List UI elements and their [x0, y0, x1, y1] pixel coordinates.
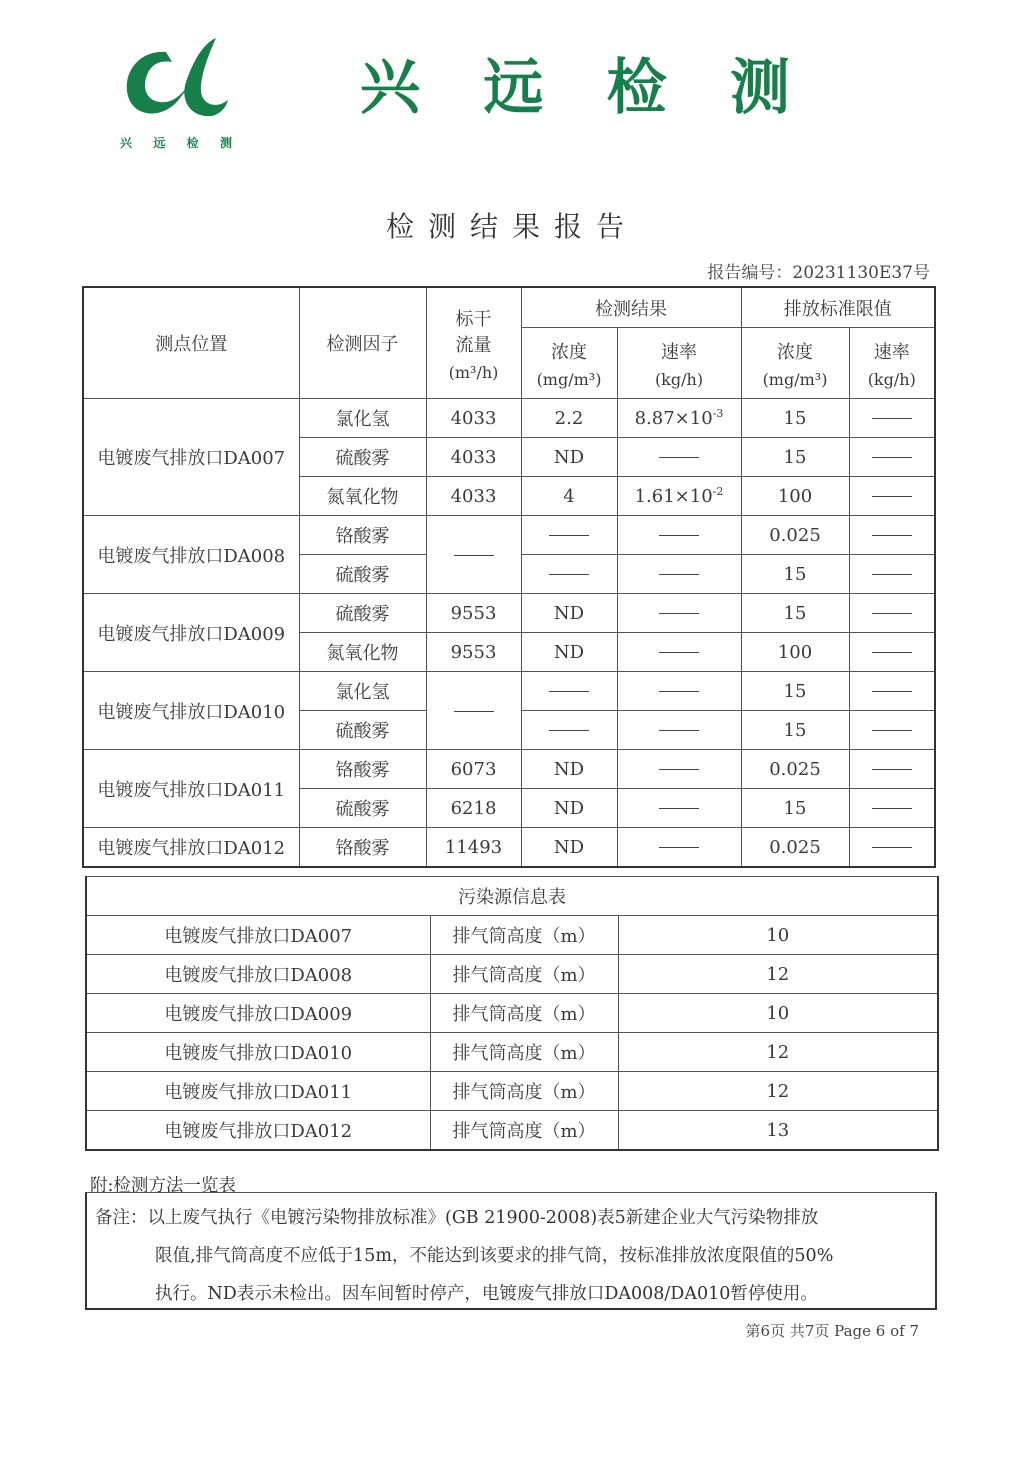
rate-cell	[617, 555, 741, 594]
rate-cell	[617, 516, 741, 555]
empty-dash	[659, 808, 699, 809]
limit-rate-cell	[849, 516, 935, 555]
header-limit-conc-unit: (mg/m³)	[762, 369, 828, 389]
report-number: 报告编号：20231130E37号	[707, 263, 930, 283]
empty-dash	[872, 574, 912, 575]
table-row	[86, 1072, 938, 1111]
factor-cell: 硫酸雾	[299, 555, 426, 594]
rate-cell	[617, 828, 741, 868]
empty-dash	[549, 535, 589, 536]
conc-cell: ND	[521, 750, 617, 789]
conc-cell	[521, 711, 617, 750]
empty-dash	[659, 574, 699, 575]
conc-cell	[521, 516, 617, 555]
empty-dash	[872, 496, 912, 497]
source-value-cell: 10	[618, 916, 938, 955]
flow-cell: 4033	[426, 477, 521, 516]
source-value-cell: 10	[618, 994, 938, 1033]
header-rate	[617, 328, 741, 399]
source-item-cell: 排气筒高度（m）	[430, 916, 618, 955]
source-item-cell: 排气筒高度（m）	[430, 1072, 618, 1111]
brand-char: 远	[483, 53, 544, 123]
remarks-line: 执行。ND表示未检出。因车间暂时停产，电镀废气排放口DA008/DA010暂停使用。	[155, 1284, 818, 1304]
source-item-cell: 排气筒高度（m）	[430, 994, 618, 1033]
flow-cell: 9553	[426, 594, 521, 633]
empty-dash	[872, 535, 912, 536]
alpha-leaf-logo-icon	[120, 34, 232, 130]
limit-rate-cell	[849, 399, 935, 438]
source-value-cell: 13	[618, 1111, 938, 1151]
brand-char: 兴	[360, 53, 420, 123]
rate-cell	[617, 438, 741, 477]
table-row	[83, 750, 935, 789]
header-factor: 检测因子	[299, 287, 426, 399]
empty-dash	[872, 652, 912, 653]
logo-caption	[120, 134, 232, 151]
factor-cell: 氮氧化物	[299, 477, 426, 516]
empty-dash	[872, 691, 912, 692]
page-footer: 第6页 共7页 Page 6 of 7	[745, 1322, 919, 1340]
flow-cell: 4033	[426, 399, 521, 438]
empty-dash	[659, 652, 699, 653]
conc-cell: ND	[521, 438, 617, 477]
source-value-cell: 12	[618, 1072, 938, 1111]
conc-cell: 4	[521, 477, 617, 516]
conc-cell: ND	[521, 633, 617, 672]
limit-rate-cell	[849, 555, 935, 594]
conc-cell: ND	[521, 594, 617, 633]
empty-dash	[549, 691, 589, 692]
source-info-caption: 污染源信息表	[86, 877, 938, 916]
empty-dash	[549, 730, 589, 731]
limit-conc-cell: 0.025	[741, 516, 849, 555]
brand-char: 测	[729, 53, 790, 123]
table-row	[86, 1111, 938, 1151]
source-value-cell: 12	[618, 955, 938, 994]
header-location: 测点位置	[83, 287, 299, 399]
flow-cell: 9553	[426, 633, 521, 672]
source-info-table	[85, 876, 939, 1151]
header-limit-conc	[741, 328, 849, 399]
brand-char: 检	[606, 53, 667, 123]
factor-cell: 硫酸雾	[299, 789, 426, 828]
limit-conc-cell: 100	[741, 477, 849, 516]
source-location-cell: 电镀废气排放口DA009	[86, 994, 430, 1033]
rate-cell: $8.87\times 10^{-3}$	[617, 399, 741, 438]
logo-caption-char: 兴	[120, 136, 133, 150]
header-flow-line1: 标干	[455, 308, 492, 330]
limit-conc-cell: 15	[741, 438, 849, 477]
rate-cell	[617, 789, 741, 828]
limit-rate-cell	[849, 789, 935, 828]
empty-dash	[549, 574, 589, 575]
rate-cell: $1.61\times 10^{-2}$	[617, 477, 741, 516]
table-row	[86, 1033, 938, 1072]
location-cell: 电镀废气排放口DA009	[83, 594, 299, 672]
brand-name	[360, 48, 790, 128]
rate-cell	[617, 594, 741, 633]
empty-dash	[659, 613, 699, 614]
header-limit-rate-unit: (kg/h)	[867, 369, 916, 389]
factor-cell: 铬酸雾	[299, 516, 426, 555]
header-flow-line2: 流量	[455, 334, 492, 356]
header-flow	[426, 287, 521, 399]
empty-dash	[659, 730, 699, 731]
source-location-cell: 电镀废气排放口DA011	[86, 1072, 430, 1111]
empty-dash	[872, 847, 912, 848]
factor-cell: 硫酸雾	[299, 594, 426, 633]
header-row	[83, 287, 935, 328]
limit-rate-cell	[849, 750, 935, 789]
source-location-cell: 电镀废气排放口DA012	[86, 1111, 430, 1151]
header-flow-unit: (m³/h)	[448, 362, 499, 382]
table-row	[83, 672, 935, 711]
source-info-body	[86, 916, 938, 1151]
source-item-cell: 排气筒高度（m）	[430, 1111, 618, 1151]
conc-cell	[521, 555, 617, 594]
limit-rate-cell	[849, 477, 935, 516]
table-row	[86, 955, 938, 994]
results-table	[82, 286, 936, 868]
header-conc-label: 浓度	[551, 341, 587, 363]
appendix-note: 附:检测方法一览表	[90, 1176, 236, 1196]
header-limits: 排放标准限值	[741, 287, 935, 328]
empty-dash	[454, 555, 494, 556]
source-value-cell: 12	[618, 1033, 938, 1072]
header-results: 检测结果	[521, 287, 741, 328]
factor-cell: 氮氧化物	[299, 633, 426, 672]
rate-cell	[617, 633, 741, 672]
factor-cell: 硫酸雾	[299, 711, 426, 750]
source-item-cell: 排气筒高度（m）	[430, 1033, 618, 1072]
location-cell: 电镀废气排放口DA010	[83, 672, 299, 750]
header-conc	[521, 328, 617, 399]
limit-conc-cell: 15	[741, 555, 849, 594]
limit-conc-cell: 15	[741, 711, 849, 750]
source-info-caption-row	[86, 877, 938, 916]
empty-dash	[659, 847, 699, 848]
location-cell: 电镀废气排放口DA007	[83, 399, 299, 516]
empty-dash	[454, 711, 494, 712]
flow-cell	[426, 672, 521, 750]
logo-caption-char: 远	[153, 136, 166, 150]
header-rate-label: 速率	[661, 341, 697, 363]
source-location-cell: 电镀废气排放口DA007	[86, 916, 430, 955]
limit-rate-cell	[849, 711, 935, 750]
header-limit-conc-label: 浓度	[777, 341, 813, 363]
header-conc-unit: (mg/m³)	[536, 369, 602, 389]
table-row	[83, 399, 935, 438]
empty-dash	[659, 691, 699, 692]
empty-dash	[659, 535, 699, 536]
empty-dash	[872, 730, 912, 731]
limit-conc-cell: 100	[741, 633, 849, 672]
flow-cell: 6218	[426, 789, 521, 828]
flow-cell: 11493	[426, 828, 521, 868]
limit-conc-cell: 15	[741, 672, 849, 711]
page-title: 检测结果报告	[385, 210, 638, 243]
limit-conc-cell: 15	[741, 594, 849, 633]
table-row	[83, 828, 935, 868]
table-row	[83, 594, 935, 633]
limit-rate-cell	[849, 828, 935, 868]
source-location-cell: 电镀废气排放口DA008	[86, 955, 430, 994]
rate-cell	[617, 750, 741, 789]
conc-cell: 2.2	[521, 399, 617, 438]
limit-rate-cell	[849, 672, 935, 711]
logo-caption-char: 检	[186, 136, 199, 150]
factor-cell: 铬酸雾	[299, 750, 426, 789]
flow-cell: 6073	[426, 750, 521, 789]
table-row	[86, 994, 938, 1033]
factor-cell: 氯化氢	[299, 672, 426, 711]
flow-cell: 4033	[426, 438, 521, 477]
limit-conc-cell: 15	[741, 399, 849, 438]
location-cell: 电镀废气排放口DA012	[83, 828, 299, 868]
limit-rate-cell	[849, 438, 935, 477]
conc-cell	[521, 672, 617, 711]
limit-conc-cell: 0.025	[741, 750, 849, 789]
empty-dash	[872, 808, 912, 809]
remarks-line: 备注：以上废气执行《电镀污染物排放标准》(GB 21900-2008)表5新建企业大气污染物排放	[95, 1208, 819, 1228]
factor-cell: 氯化氢	[299, 399, 426, 438]
source-item-cell: 排气筒高度（m）	[430, 955, 618, 994]
table-row	[83, 516, 935, 555]
remarks-line: 限值,排气筒高度不应低于15m，不能达到该要求的排气筒，按标准排放浓度限值的50%	[155, 1246, 834, 1266]
empty-dash	[872, 418, 912, 419]
source-location-cell: 电镀废气排放口DA010	[86, 1033, 430, 1072]
conc-cell: ND	[521, 828, 617, 868]
factor-cell: 铬酸雾	[299, 828, 426, 868]
empty-dash	[872, 769, 912, 770]
conc-cell: ND	[521, 789, 617, 828]
limit-rate-cell	[849, 594, 935, 633]
table-row	[86, 916, 938, 955]
results-body	[83, 399, 935, 868]
location-cell: 电镀废气排放口DA008	[83, 516, 299, 594]
header-limit-rate	[849, 328, 935, 399]
header-rate-unit: (kg/h)	[654, 369, 704, 389]
header-limit-rate-label: 速率	[873, 341, 910, 363]
rate-cell	[617, 711, 741, 750]
factor-cell: 硫酸雾	[299, 438, 426, 477]
remarks	[85, 1192, 937, 1310]
rate-cell	[617, 672, 741, 711]
limit-conc-cell: 0.025	[741, 828, 849, 868]
limit-rate-cell	[849, 633, 935, 672]
logo-caption-char: 测	[219, 136, 232, 150]
flow-cell	[426, 516, 521, 594]
empty-dash	[659, 769, 699, 770]
empty-dash	[872, 613, 912, 614]
empty-dash	[659, 457, 699, 458]
limit-conc-cell: 15	[741, 789, 849, 828]
location-cell: 电镀废气排放口DA011	[83, 750, 299, 828]
empty-dash	[872, 457, 912, 458]
